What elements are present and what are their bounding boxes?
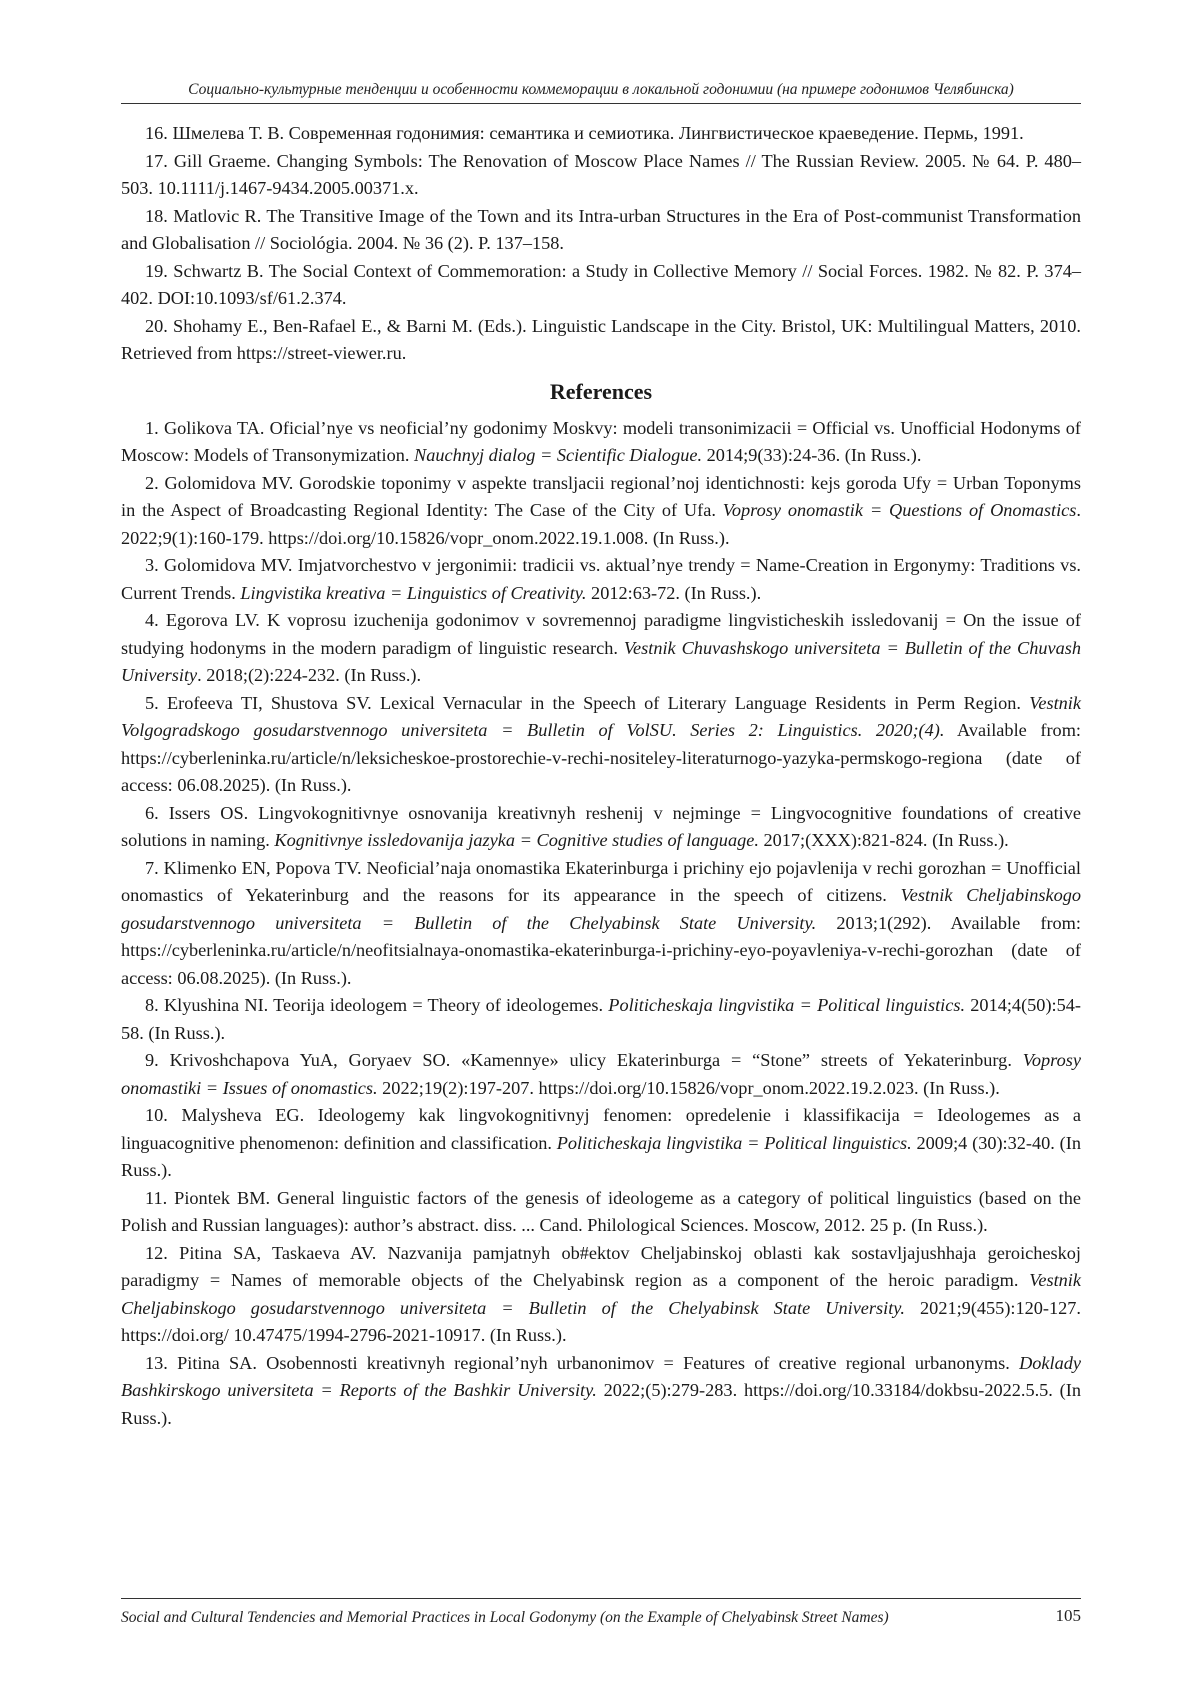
item-number: 1. [145,417,159,438]
reference-item [121,552,1081,607]
item-number: 16. [145,123,168,143]
reference-item [121,800,1081,855]
item-number: 8. [145,995,159,1015]
reference-item [121,690,1081,800]
item-details: 2014;4(50):54-58. (In Russ.). [121,995,1081,1043]
item-number: 17. [145,150,168,171]
reference-item [121,1047,1081,1102]
item-number: 5. [145,692,159,713]
reference-item [121,1185,1081,1240]
item-text: Golikova TA. Oficial’nye vs neoficial’ny godonimy Moskvy: modeli transonimizacii = Official vs. Unofficial Hodonyms of Moscow: Models of Transonymization. [121,417,1081,465]
header-rule [121,103,1081,104]
item-details: 2022;(5):279-283. https://doi.org/10.33184/dokbsu-2022.5.5. (In Russ.). [121,1380,1081,1428]
source-title: Politicheskaja lingvistika = Political linguistics. [608,995,966,1015]
reference-item [121,992,1081,1047]
item-text: Шмелева Т. В. Современная годонимия: семантика и семиотика. Лингвистическое краеведение. Пермь, 1991. [172,123,1024,143]
source-title: Vestnik Cheljabinskogo gosudarstvennogo universiteta = Bulletin of the Chelyabinsk State University. [121,885,1081,933]
source-title: Politicheskaja lingvistika = Political linguistics. [556,1132,912,1153]
item-text: Golomidova MV. Gorodskie toponimy v aspekte transljacii regional’noj identichnosti: kejs goroda Ufy = Urban Toponyms in the Aspect of Broadcasting Regional Identity: The Case of the City of Ufa. [121,472,1081,520]
item-text: Matlovic R. The Transitive Image of the Town and its Intra-urban Structures in the Era of Post-communist Transformation and Globalisation // Sociológia. 2004. № 36 (2). P. 137–158. [121,205,1081,253]
item-details: 2017;(XXX):821-824. (In Russ.). [758,830,1009,850]
item-number: 4. [145,610,159,630]
item-text: Krivoshchapova YuA, Goryaev SO. «Kamennye» ulicy Ekaterinburga = “Stone” streets of Yekaterinburg. [169,1050,1023,1070]
source-title: Kognitivnye issledovanija jazyka = Cognitive studies of language. [274,830,759,850]
source-title: Doklady Bashkirskogo universiteta = Reports of the Bashkir University. [121,1352,1081,1400]
literature-item [121,258,1081,313]
reference-item [121,855,1081,993]
source-title: Voprosy onomastik = Questions of Onomastics [722,500,1077,520]
item-details: . 2018;(2):224-232. (In Russ.). [197,665,422,685]
item-details: Available from: https://cyberleninka.ru/article/n/leksicheskoe-prostorechie-v-rechi-nositeley-literaturnogo-yazyka-permskogo-regiona (date of access: 06.08.2025). (In Russ.). [121,720,1082,795]
item-number: 2. [145,472,159,493]
item-text: Piontek BM. General linguistic factors of the genesis of ideologeme as a category of political linguistics (based on the Polish and Russian languages): author’s abstract. diss. ... Cand. Philological Sciences. Moscow, 2012. 25 p. (In Russ.). [121,1187,1081,1235]
item-number: 7. [145,857,159,878]
item-number: 19. [145,260,168,281]
item-details: 2009;4 (30):32-40. (In Russ.). [121,1132,1081,1180]
item-details: 2021;9(455):120-127. https://doi.org/ 10.47475/1994-2796-2021-10917. (In Russ.). [121,1297,1081,1345]
literature-item [121,120,1081,148]
item-number: 20. [145,315,168,336]
item-details: 2014;9(33):24-36. (In Russ.). [702,445,922,465]
source-title: Vestnik Chuvashskogo universiteta = Bulletin of the Chuvash University [121,637,1081,685]
running-head: Социально-культурные тенденции и особенности коммеморации в локальной годонимии (на примере годонимов Челябинска) [188,81,1014,98]
source-title: Voprosy onomastiki = Issues of onomastics. [121,1050,1081,1098]
reference-item [121,1240,1081,1350]
reference-item [121,415,1081,470]
literature-item [121,203,1081,258]
source-title: Vestnik Volgogradskogo gosudarstvennogo universiteta = Bulletin of VolSU. Series 2: Linguistics. 2020;(4). [121,692,1081,740]
item-text: Pitina SA, Taskaeva AV. Nazvanija pamjatnyh ob#ektov Cheljabinskoj oblasti kak sostavljajushhaja geroicheskoj paradigmy = Names of memorable objects of the Chelyabinsk region as a component of the heroic paradigm. [121,1242,1081,1290]
reference-item [121,607,1081,690]
source-title: Nauchnyj dialog = Scientific Dialogue. [414,445,703,465]
literature-list-tail [121,120,1081,368]
reference-item [121,1102,1081,1185]
item-text: Issers OS. Lingvokognitivnye osnovanija kreativnyh reshenij v nejminge = Lingvocognitive foundations of creative solutions in naming. [121,802,1081,850]
item-text: Gill Graeme. Changing Symbols: The Renovation of Moscow Place Names // The Russian Review. 2005. № 64. P. 480–503. 10.1111/j.1467-9434.2005.00371.x. [121,150,1081,198]
item-text: Shohamy E., Ben-Rafael E., & Barni M. (Eds.). Linguistic Landscape in the City. Bristol, UK: Multilingual Matters, 2010. Retrieved from https://street-viewer.ru. [121,315,1081,363]
item-text: Klimenko EN, Popova TV. Neoficial’naja onomastika Ekaterinburga i prichiny ejo pojavlenija v rechi gorozhan = Unofficial onomastics of Yekaterinburg and the reasons for its appearance in the speech of citizens. [121,857,1081,905]
item-text: Golomidova MV. Imjatvorchestvo v jergonimii: tradicii vs. aktual’nye trendy = Name-Creation in Ergonymy: Traditions vs. Current Trends. [121,555,1081,603]
item-details: 2022;19(2):197-207. https://doi.org/10.15826/vopr_onom.2022.19.2.023. (In Russ.). [377,1077,1000,1098]
item-text: Erofeeva TI, Shustova SV. Lexical Vernacular in the Speech of Literary Language Residents in Perm Region. [166,692,1030,713]
reference-item [121,1350,1081,1433]
page-content [121,120,1081,1432]
item-text: Malysheva EG. Ideologemy kak lingvokognitivnyj fenomen: opredelenie i klassifikacija = Ideologemes as a linguacognitive phenomenon: definition and classification. [121,1105,1081,1153]
references-heading: References [549,378,653,404]
item-number: 9. [145,1050,159,1070]
item-number: 12. [145,1242,168,1263]
item-number: 6. [145,802,159,823]
item-number: 3. [145,555,159,575]
item-number: 10. [145,1105,168,1125]
item-number: 11. [145,1187,168,1208]
literature-item [121,313,1081,368]
page-number: 105 [1055,1606,1081,1625]
literature-item [121,148,1081,203]
item-text: Egorova LV. K voprosu izuchenija godonimov v sovremennoj paradigme lingvisticheskih issledovanij = On the issue of studying hodonyms in the modern paradigm of linguistic research. [121,610,1081,658]
references-list [121,415,1081,1433]
running-foot: Social and Cultural Tendencies and Memorial Practices in Local Godonymy (on the Example of Chelyabinsk Street Names) [121,1609,889,1626]
item-details: 2012:63-72. (In Russ.). [586,582,762,603]
reference-item [121,470,1081,553]
source-title: Vestnik Cheljabinskogo gosudarstvennogo universiteta = Bulletin of the Chelyabinsk State University. [121,1270,1081,1318]
item-details: . 2022;9(1):160-179. https://doi.org/10.15826/vopr_onom.2022.19.1.008. (In Russ.). [121,500,1081,548]
item-number: 18. [145,205,168,226]
item-text: Klyushina NI. Teorija ideologem = Theory of ideologemes. [163,995,609,1015]
item-details: 2013;1(292). Available from: https://cyberleninka.ru/article/n/neofitsialnaya-onomastika-ekaterinburga-i-prichiny-eyo-poyavleniya-v-rechi-gorozhan (date of access: 06.08.2025). (In Russ.). [121,912,1081,988]
footer-rule [121,1598,1081,1599]
item-text: Schwartz B. The Social Context of Commemoration: a Study in Collective Memory // Social Forces. 1982. № 82. P. 374–402. DOI:10.1093/sf/61.2.374. [121,260,1081,308]
item-text: Pitina SA. Osobennosti kreativnyh regional’nyh urbanonimov = Features of creative regional urbanonyms. [177,1352,1020,1373]
item-number: 13. [145,1352,168,1373]
source-title: Lingvistika kreativa = Linguistics of Creativity. [240,582,587,603]
